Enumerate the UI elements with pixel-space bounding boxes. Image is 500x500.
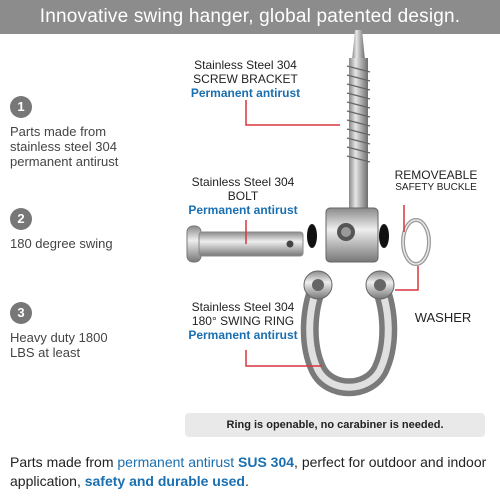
feature-text-2: 180 degree swing (10, 236, 113, 251)
bolt-image (187, 226, 303, 262)
bottom-description (10, 453, 490, 491)
screw-bracket-label (168, 58, 323, 100)
screw-label-line2: SCREW BRACKET (193, 72, 298, 86)
bottom-text-1: Parts made from (10, 454, 118, 470)
feature-number-3: 3 (10, 302, 32, 324)
feature-number-2: 2 (10, 208, 32, 230)
header-title: Innovative swing hanger, global patented design. (39, 6, 461, 27)
washer-label: WASHER (414, 310, 472, 325)
ring-label-line3: Permanent antirust (188, 328, 298, 342)
ring-label (168, 300, 318, 342)
bottom-text-safety: safety and durable used (84, 473, 245, 489)
bolt-label-line1: Stainless Steel 304 (191, 175, 295, 189)
safety-buckle-image (403, 220, 429, 264)
bottom-text-2: , perfect for outdoor and indoor application, (10, 454, 487, 489)
buckle-label (380, 168, 492, 193)
bolt-label-line2: BOLT (227, 189, 259, 203)
buckle-label-line2: SAFETY BUCKLE (395, 182, 477, 193)
bottom-text-3: . (245, 473, 249, 489)
washer-right-image (379, 224, 389, 248)
washer-left-image (307, 224, 317, 248)
feature-text-1: Parts made from stainless steel 304 permanent antirust (10, 124, 119, 169)
screw-bracket-image (326, 30, 378, 262)
bottom-text-antirust: permanent antirust (117, 454, 235, 470)
feature-text-3: Heavy duty 1800 LBS at least (10, 330, 108, 360)
ring-label-line1: Stainless Steel 304 (191, 300, 295, 314)
ring-label-line2: 180° SWING RING (191, 314, 295, 328)
openable-ring-banner (185, 413, 485, 437)
banner-text: Ring is openable, no carabiner is needed. (226, 419, 444, 431)
bottom-text-sus304: SUS 304 (234, 454, 295, 470)
bolt-label-line3: Permanent antirust (188, 203, 298, 217)
screw-label-line3: Permanent antirust (190, 86, 301, 100)
buckle-label-line1: REMOVEABLE (394, 168, 478, 182)
feature-number-1: 1 (10, 96, 32, 118)
bolt-label (168, 175, 318, 217)
screw-label-line1: Stainless Steel 304 (194, 58, 297, 72)
